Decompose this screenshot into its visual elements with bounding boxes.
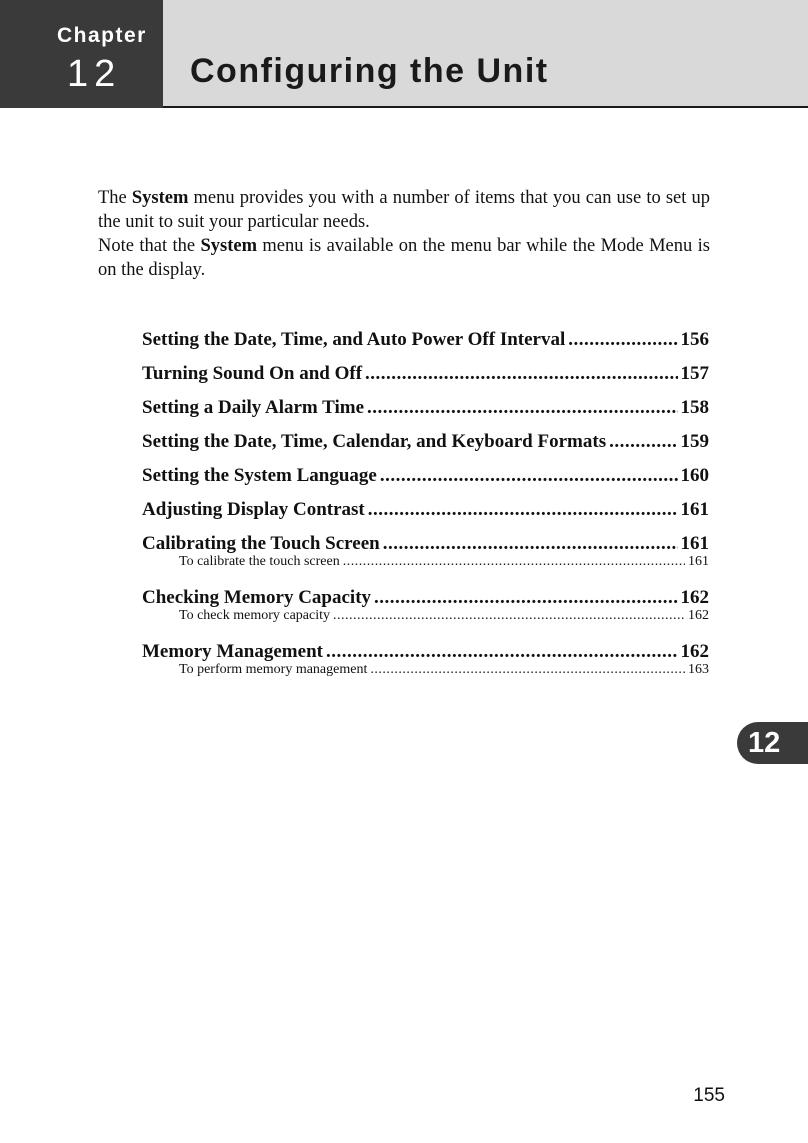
- chapter-number: 12: [67, 53, 122, 95]
- toc-entry-label: Setting the System Language: [142, 465, 377, 486]
- chapter-label: Chapter: [57, 24, 147, 47]
- toc-entry[interactable]: [142, 638, 709, 660]
- chapter-header: [0, 0, 808, 108]
- intro-paragraph-2: [98, 234, 710, 282]
- toc-entry-label: Setting a Daily Alarm Time: [142, 397, 365, 418]
- toc-entry-page: 158: [680, 397, 709, 418]
- toc-entry-label: Calibrating the Touch Screen: [142, 533, 380, 554]
- toc-entry-page: 161: [680, 499, 709, 520]
- intro-text-run: Note that the: [98, 236, 201, 256]
- leader-dots: [368, 496, 678, 524]
- leader-dots: [609, 428, 677, 456]
- toc-entry-page: 161: [680, 533, 709, 554]
- leader-dots: [365, 360, 677, 388]
- toc-subentry[interactable]: [142, 660, 709, 692]
- intro-text-run: The: [98, 188, 132, 208]
- intro-paragraph-1: [98, 186, 710, 234]
- page-title: Configuring the Unit: [190, 52, 549, 90]
- chapter-tab: 12: [737, 722, 808, 764]
- toc-entry[interactable]: [142, 428, 709, 462]
- toc-entry-label: Memory Management: [142, 641, 323, 662]
- toc-subentry-page: 162: [688, 608, 709, 623]
- toc-subentry[interactable]: [142, 606, 709, 638]
- intro-text: [98, 186, 710, 282]
- toc-entry-label: Adjusting Display Contrast: [142, 499, 365, 520]
- toc-entry-page: 162: [680, 587, 709, 608]
- toc-entry-label: Turning Sound On and Off: [142, 363, 363, 384]
- leader-dots: [333, 606, 685, 626]
- menu-name: System: [131, 188, 189, 208]
- intro-text-run: menu is available on the menu bar while the Mode Menu is on the display.: [98, 236, 710, 280]
- toc-entry[interactable]: [142, 530, 709, 552]
- toc-entry[interactable]: [142, 326, 709, 360]
- leader-dots: [367, 394, 677, 422]
- toc-entry-label: Setting the Date, Time, and Auto Power Off Interval: [142, 329, 566, 350]
- toc-entry[interactable]: [142, 394, 709, 428]
- page-number: 155: [693, 1085, 725, 1106]
- intro-text-run: menu provides you with a number of items that you can use to set up the unit to suit your particular needs.: [98, 188, 710, 232]
- toc-entry[interactable]: [142, 496, 709, 530]
- toc-subentry-page: 163: [688, 662, 709, 677]
- toc-subentry-label: To perform memory management: [179, 662, 368, 677]
- toc-entry-page: 157: [680, 363, 709, 384]
- toc-subentry-page: 161: [688, 554, 709, 569]
- toc-entry[interactable]: [142, 360, 709, 394]
- toc-entry-page: 156: [680, 329, 709, 350]
- toc-entry-page: 162: [680, 641, 709, 662]
- toc-entry[interactable]: [142, 584, 709, 606]
- leader-dots: [343, 552, 685, 572]
- toc-entry-label: Checking Memory Capacity: [142, 587, 372, 608]
- toc-entry-page: 160: [680, 465, 709, 486]
- toc-subentry-label: To calibrate the touch screen: [179, 554, 340, 569]
- menu-name: System: [200, 236, 257, 256]
- leader-dots: [380, 462, 678, 490]
- toc-entry-page: 159: [680, 431, 709, 452]
- leader-dots: [370, 660, 685, 680]
- table-of-contents: [142, 326, 709, 692]
- leader-dots: [568, 326, 677, 354]
- toc-subentry-label: To check memory capacity: [179, 608, 331, 623]
- toc-subentry[interactable]: [142, 552, 709, 584]
- toc-entry[interactable]: [142, 462, 709, 496]
- chapter-box: [0, 0, 163, 108]
- toc-entry-label: Setting the Date, Time, Calendar, and Keyboard Formats: [142, 431, 607, 452]
